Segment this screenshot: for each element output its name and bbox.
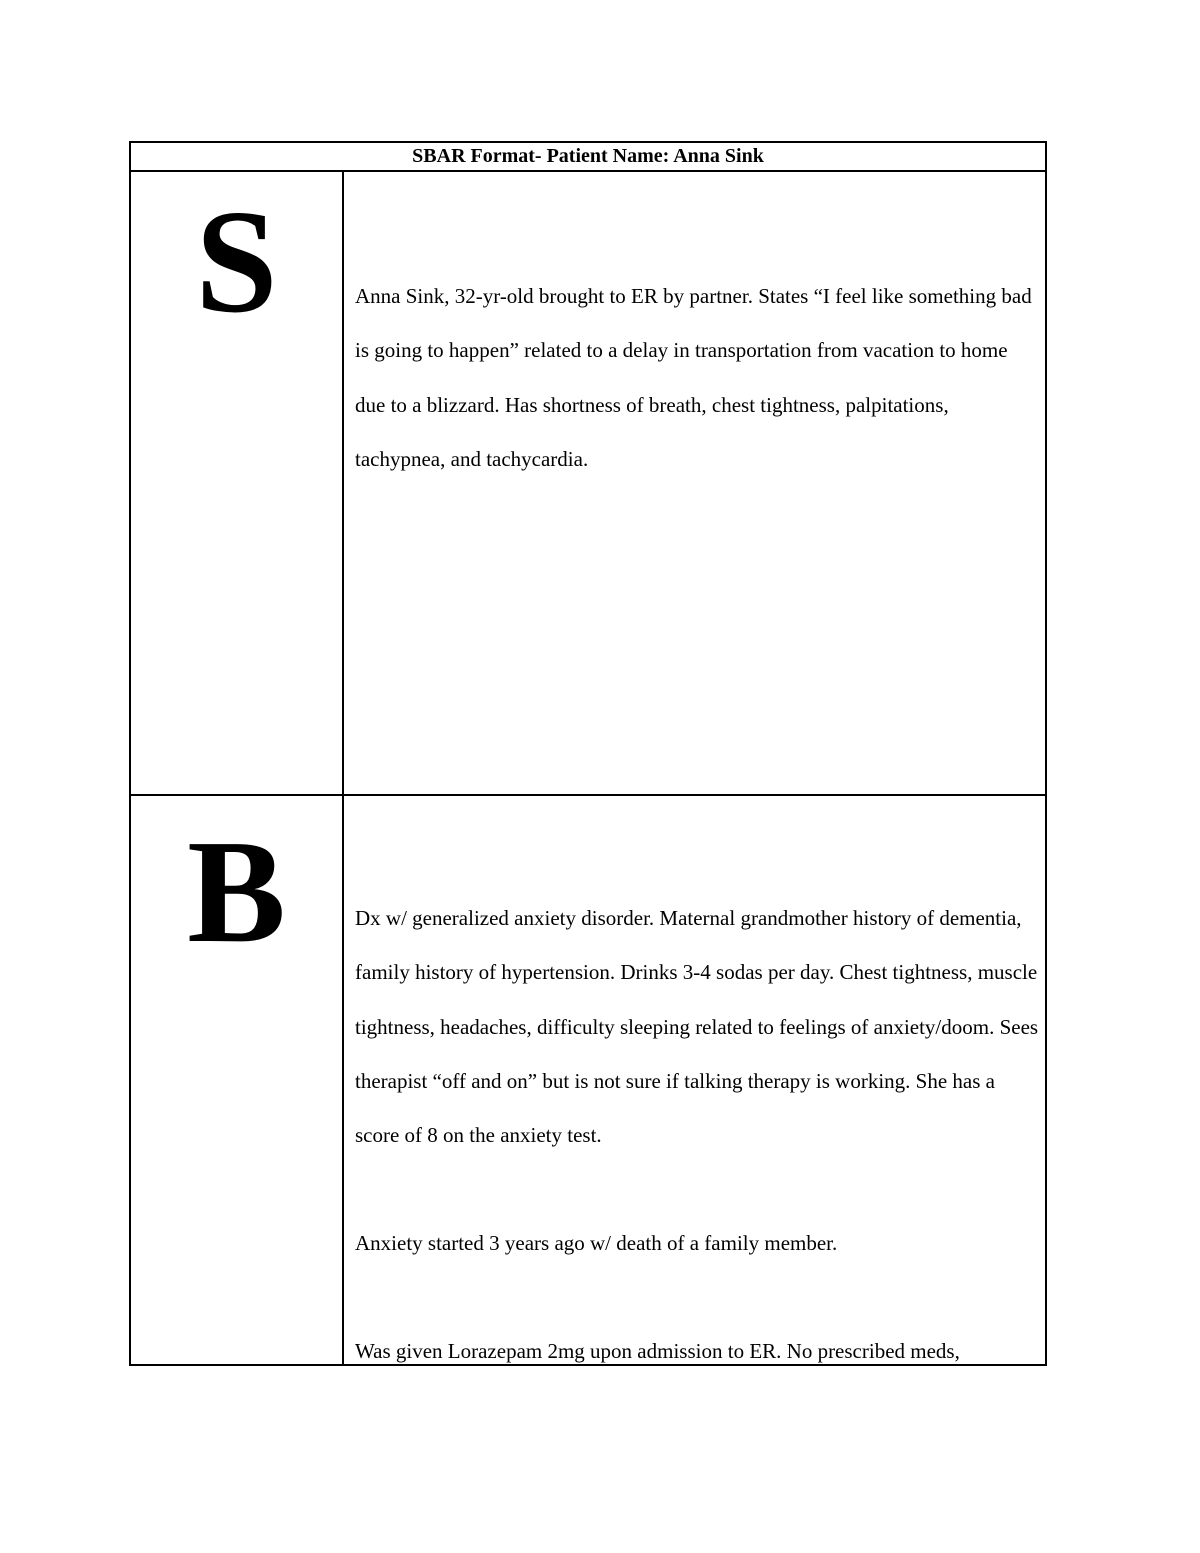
- situation-row: [131, 172, 1045, 796]
- background-paragraph: Was given Lorazepam 2mg upon admission to ER. No prescribed meds,: [355, 1339, 960, 1363]
- situation-text-cell: [344, 172, 1045, 794]
- situation-letter-cell: [131, 172, 344, 794]
- table-title: SBAR Format- Patient Name: Anna Sink: [131, 143, 1045, 172]
- background-paragraph: Anxiety started 3 years ago w/ death of a family member.: [355, 1231, 838, 1255]
- background-letter-cell: [131, 796, 344, 1364]
- background-paragraph: Dx w/ generalized anxiety disorder. Maternal grandmother history of dementia, family history of hypertension. Drinks 3-4 sodas per day. Chest tightness, muscle tightness, headaches, difficulty sleeping related to feelings of anxiety/doom. Sees therapist “off and on” but is not sure if talking therapy is working. She has a score of 8 on the anxiety test.: [355, 906, 1039, 1148]
- sbar-table: [129, 141, 1047, 1366]
- background-letter: B: [187, 810, 286, 974]
- background-text-cell: [344, 796, 1045, 1364]
- situation-text: Anna Sink, 32-yr-old brought to ER by partner. States “I feel like something bad is going to happen” related to a delay in transportation from vacation to home due to a blizzard. Has shortness of breath, chest tightness, palpitations, tachypnea, and tachycardia.: [355, 284, 1032, 471]
- situation-letter: S: [195, 180, 278, 344]
- background-row: [131, 796, 1045, 1364]
